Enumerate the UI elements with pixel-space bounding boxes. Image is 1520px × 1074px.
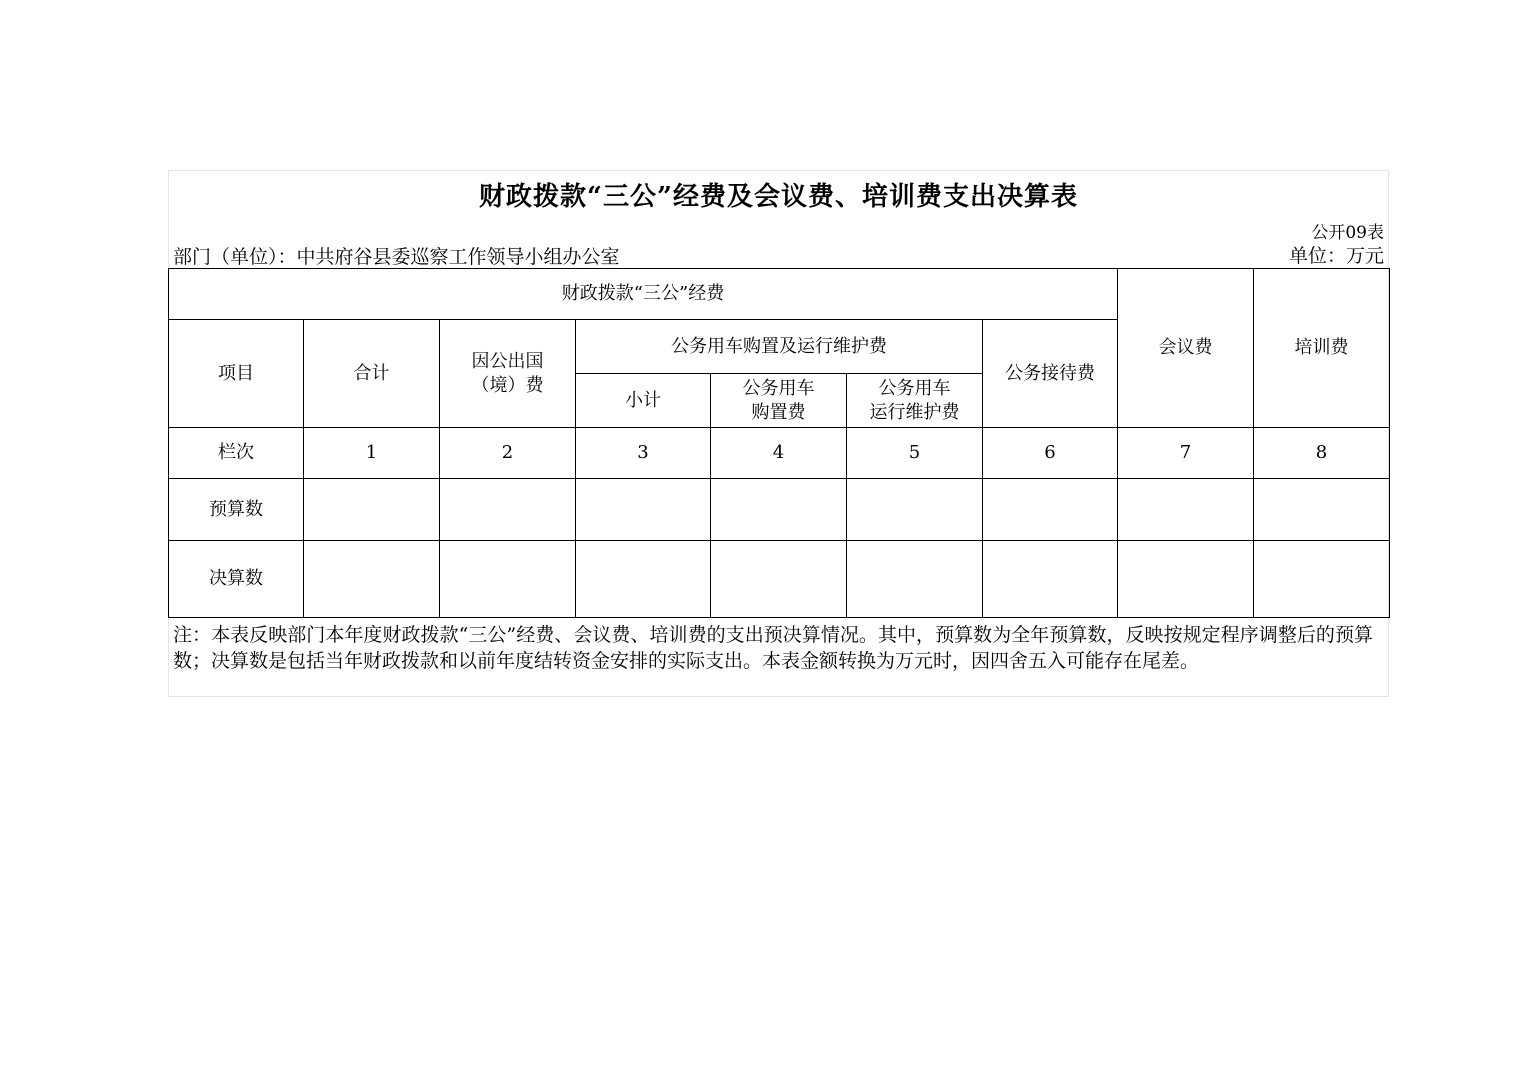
- header-row-1: [169, 269, 1390, 320]
- index-cell: 5: [847, 428, 983, 479]
- final-cell: [983, 541, 1118, 618]
- budget-row: [169, 479, 1390, 541]
- budget-cell: [1118, 479, 1254, 541]
- final-cell: [304, 541, 440, 618]
- index-cell: 1: [304, 428, 440, 479]
- header-vehicle-purchase: [711, 374, 847, 428]
- department-label: 部门（单位）：中共府谷县委巡察工作领导小组办公室: [173, 246, 620, 268]
- budget-cell: [304, 479, 440, 541]
- expenditure-table: [168, 268, 1390, 618]
- header-abroad-line2: （境）费: [471, 374, 544, 396]
- page-title: 财政拨款“三公”经费及会议费、培训费支出决算表: [479, 182, 1078, 212]
- header-abroad-line1: 因公出国: [471, 350, 544, 372]
- header-vehicle-maintenance: [847, 374, 983, 428]
- final-row-label: 决算数: [169, 541, 304, 618]
- index-cell: 7: [1118, 428, 1254, 479]
- final-row: [169, 541, 1390, 618]
- budget-cell: [847, 479, 983, 541]
- index-cell: 6: [983, 428, 1118, 479]
- header-meeting-fee: 会议费: [1118, 269, 1254, 428]
- final-cell: [576, 541, 711, 618]
- final-cell: [1118, 541, 1254, 618]
- index-row: [169, 428, 1390, 479]
- footnote: 注：本表反映部门本年度财政拨款“三公”经费、会议费、培训费的支出预决算情况。其中，预算数为全年预算数，反映按规定程序调整后的预算数；决算数是包括当年财政拨款和以前年度结转资金安排的实际支出。本表金额转换为万元时，因四舍五入可能存在尾差。: [173, 624, 1373, 672]
- budget-cell: [440, 479, 576, 541]
- header-three-public: 财政拨款“三公”经费: [169, 269, 1118, 320]
- budget-row-label: 预算数: [169, 479, 304, 541]
- header-vehicle-maintenance-line1: 公务用车: [878, 377, 951, 399]
- form-number: 公开09表: [1311, 223, 1384, 243]
- final-cell: [440, 541, 576, 618]
- final-cell: [847, 541, 983, 618]
- budget-cell: [1254, 479, 1390, 541]
- header-total: 合计: [304, 320, 440, 428]
- header-vehicle-purchase-line2: 购置费: [751, 401, 806, 423]
- header-vehicle-maintenance-line2: 运行维护费: [869, 401, 960, 423]
- header-abroad-fee: [440, 320, 576, 428]
- unit-label: 单位：万元: [1288, 245, 1384, 267]
- header-vehicle-purchase-line1: 公务用车: [742, 377, 815, 399]
- index-cell: 2: [440, 428, 576, 479]
- index-cell: 8: [1254, 428, 1390, 479]
- header-reception-fee: 公务接待费: [983, 320, 1118, 428]
- header-training-fee: 培训费: [1254, 269, 1390, 428]
- header-item: 项目: [169, 320, 304, 428]
- index-cell: 3: [576, 428, 711, 479]
- header-vehicle-group: 公务用车购置及运行维护费: [576, 320, 983, 374]
- final-cell: [1254, 541, 1390, 618]
- budget-cell: [983, 479, 1118, 541]
- index-row-label: 栏次: [169, 428, 304, 479]
- index-cell: 4: [711, 428, 847, 479]
- final-cell: [711, 541, 847, 618]
- header-subtotal: 小计: [576, 374, 711, 428]
- budget-cell: [711, 479, 847, 541]
- budget-cell: [576, 479, 711, 541]
